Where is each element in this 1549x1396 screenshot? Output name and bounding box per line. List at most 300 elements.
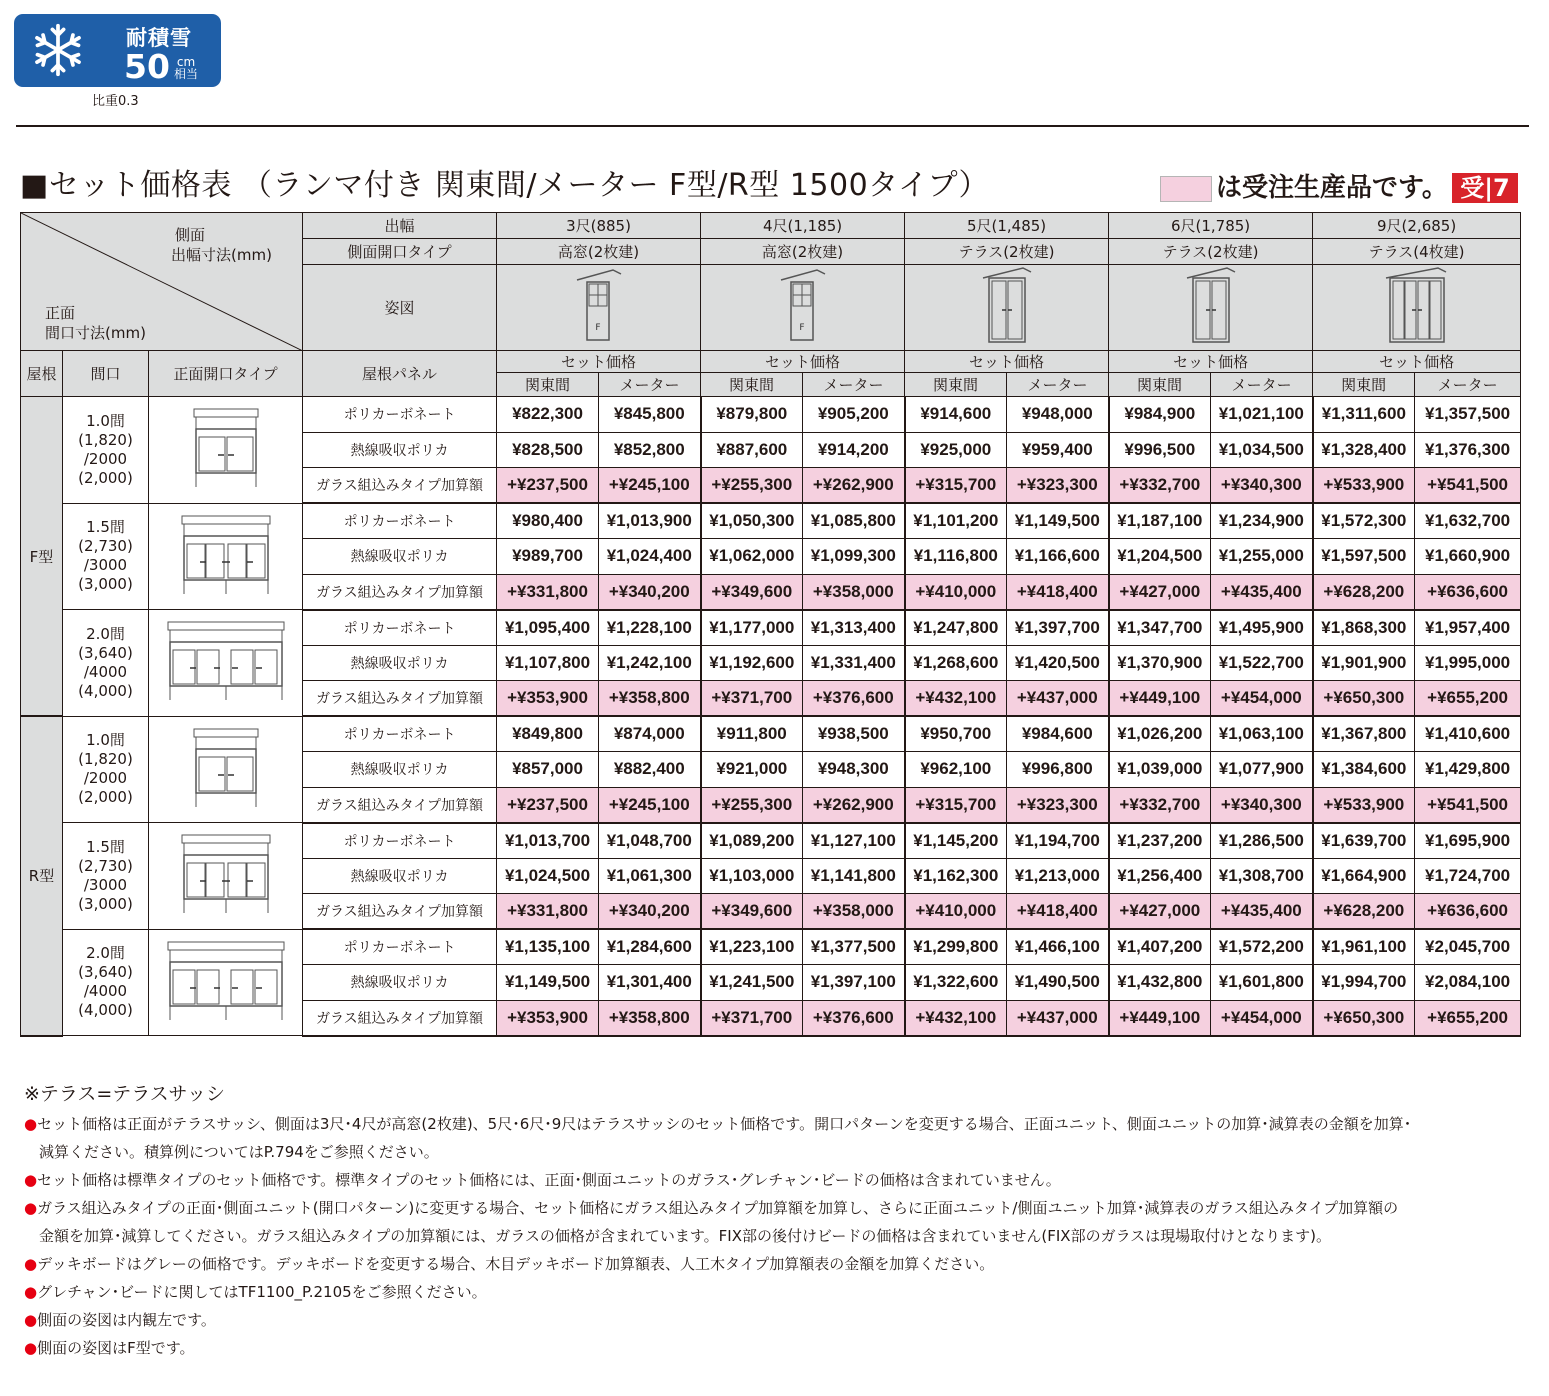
front-2-panel-icon (149, 716, 303, 823)
front-wide-panel-icon (149, 929, 303, 1036)
glass-addition-cell: +¥427,000 (1109, 894, 1211, 930)
glass-addition-cell: +¥245,100 (599, 787, 701, 823)
price-cell: ¥1,286,500 (1211, 823, 1313, 859)
note-line: 減算ください。積算例についてはP.794をご参照ください。 (24, 1143, 439, 1161)
maguchi-cell (63, 716, 149, 823)
page-title: ■セット価格表 （ランマ付き 関東間/メーター F型/R型 1500タイプ） (20, 168, 989, 203)
snowflake-icon (30, 22, 86, 78)
price-cell: ¥1,026,200 (1109, 716, 1211, 752)
side-high-window-icon (701, 265, 905, 351)
price-cell: ¥1,013,700 (497, 823, 599, 859)
price-cell: ¥996,500 (1109, 432, 1211, 468)
price-cell: ¥1,384,600 (1313, 752, 1415, 788)
price-cell: ¥1,021,100 (1211, 397, 1313, 433)
glass-addition-cell: +¥533,900 (1313, 468, 1415, 504)
made-to-order-tag: 受|7 (1452, 173, 1518, 203)
glass-addition-cell: +¥437,000 (1007, 1000, 1109, 1036)
price-cell: ¥984,900 (1109, 397, 1211, 433)
price-cell: ¥1,256,400 (1109, 858, 1211, 894)
price-cell: ¥921,000 (701, 752, 803, 788)
corner-side-label: 側面 (175, 226, 206, 244)
glass-addition-cell: +¥435,400 (1211, 894, 1313, 930)
price-cell: ¥1,660,900 (1415, 539, 1521, 575)
side-terrace-4-icon (1313, 265, 1521, 351)
roof-panel-cell: ポリカーボネート (303, 823, 497, 859)
glass-addition-cell: +¥371,700 (701, 681, 803, 717)
side-open-header: 側面開口タイプ (303, 239, 497, 265)
price-cell: ¥1,432,800 (1109, 965, 1211, 1001)
glass-addition-cell: +¥353,900 (497, 1000, 599, 1036)
price-cell: ¥1,357,500 (1415, 397, 1521, 433)
glass-addition-cell: +¥376,600 (803, 681, 905, 717)
glass-addition-cell: +¥650,300 (1313, 681, 1415, 717)
price-cell: ¥1,299,800 (905, 929, 1007, 965)
price-cell: ¥1,995,000 (1415, 645, 1521, 681)
price-cell: ¥1,228,100 (599, 610, 701, 646)
price-cell: ¥1,101,200 (905, 503, 1007, 539)
glass-addition-cell: +¥437,000 (1007, 681, 1109, 717)
figure-header: 姿図 (303, 265, 497, 351)
glass-addition-cell: +¥376,600 (803, 1000, 905, 1036)
badge-unit: cm 相当 (174, 55, 199, 81)
maguchi-cell (63, 503, 149, 610)
glass-addition-cell: +¥331,800 (497, 574, 599, 610)
maguchi-line: (3,000) (78, 894, 133, 913)
terrace-note: ※テラス=テラスサッシ (24, 1083, 225, 1105)
set-price-header: セット価格 (701, 351, 905, 373)
price-cell: ¥938,500 (803, 716, 905, 752)
table-row (21, 610, 1521, 646)
price-cell: ¥1,223,100 (701, 929, 803, 965)
kanto-header: 関東間 (1109, 373, 1211, 397)
price-cell: ¥1,103,000 (701, 858, 803, 894)
roof-panel-cell: 熱線吸収ポリカ (303, 432, 497, 468)
width-header: 9尺(2,685) (1313, 213, 1521, 239)
price-cell: ¥1,868,300 (1313, 610, 1415, 646)
price-cell: ¥857,000 (497, 752, 599, 788)
roof-type-cell: F型 (21, 397, 63, 717)
glass-addition-cell: +¥358,800 (599, 1000, 701, 1036)
maguchi-line: (3,640) (78, 963, 133, 982)
meter-header: メーター (1211, 373, 1313, 397)
side-high-window-icon (497, 265, 701, 351)
price-cell: ¥911,800 (701, 716, 803, 752)
glass-addition-cell: +¥245,100 (599, 468, 701, 504)
width-header: 4尺(1,185) (701, 213, 905, 239)
price-cell: ¥1,495,900 (1211, 610, 1313, 646)
glass-addition-cell: +¥655,200 (1415, 1000, 1521, 1036)
side-type-header: テラス(2枚建) (905, 239, 1109, 265)
roof-panel-cell: ガラス組込みタイプ加算額 (303, 787, 497, 823)
price-cell: ¥1,367,800 (1313, 716, 1415, 752)
kanto-header: 関東間 (701, 373, 803, 397)
meter-header: メーター (599, 373, 701, 397)
glass-addition-cell: +¥628,200 (1313, 574, 1415, 610)
price-cell: ¥1,192,600 (701, 645, 803, 681)
price-cell: ¥1,089,200 (701, 823, 803, 859)
glass-addition-cell: +¥432,100 (905, 681, 1007, 717)
price-cell: ¥948,300 (803, 752, 905, 788)
roof-panel-cell: 熱線吸収ポリカ (303, 539, 497, 575)
note-line: ●デッキボードはグレーの価格です。デッキボードを変更する場合、木目デッキボード加算額表、人工木タイプ加算額表の金額を加算ください。 (24, 1255, 995, 1273)
glass-addition-cell: +¥358,800 (599, 681, 701, 717)
note-line: ●側面の姿図はF型です。 (24, 1339, 195, 1357)
maguchi-line: 2.0間 (86, 944, 125, 963)
meter-header: メーター (803, 373, 905, 397)
price-cell: ¥1,135,100 (497, 929, 599, 965)
price-cell: ¥1,331,400 (803, 645, 905, 681)
price-cell: ¥914,200 (803, 432, 905, 468)
width-header: 6尺(1,785) (1109, 213, 1313, 239)
price-cell: ¥1,347,700 (1109, 610, 1211, 646)
price-cell: ¥1,376,300 (1415, 432, 1521, 468)
maguchi-line: /4000 (83, 662, 128, 681)
glass-addition-cell: +¥349,600 (701, 894, 803, 930)
roof-type-cell: R型 (21, 716, 63, 1036)
note-line: ●セット価格は正面がテラスサッシ、側面は3尺･4尺が高窓(2枚建)、5尺･6尺･9尺はテラスサッシのセット価格です。開口パターンを変更する場合、正面ユニット、側面ユニットの加算･減算表の金額を加算･ (24, 1115, 1412, 1133)
price-cell: ¥1,429,800 (1415, 752, 1521, 788)
corner-front-label: 正面 (45, 304, 76, 322)
bullet-icon: ● (24, 1115, 38, 1133)
price-cell: ¥1,522,700 (1211, 645, 1313, 681)
price-cell: ¥989,700 (497, 539, 599, 575)
glass-addition-cell: +¥533,900 (1313, 787, 1415, 823)
kanto-header: 関東間 (497, 373, 599, 397)
maguchi-line: (3,640) (78, 643, 133, 662)
maguchi-line: (4,000) (78, 681, 133, 700)
price-cell: ¥1,050,300 (701, 503, 803, 539)
roof-panel-cell: 熱線吸収ポリカ (303, 965, 497, 1001)
price-cell: ¥1,247,800 (905, 610, 1007, 646)
price-cell: ¥1,597,500 (1313, 539, 1415, 575)
price-cell: ¥1,242,100 (599, 645, 701, 681)
roof-panel-cell: ガラス組込みタイプ加算額 (303, 681, 497, 717)
price-cell: ¥1,490,500 (1007, 965, 1109, 1001)
glass-addition-cell: +¥410,000 (905, 574, 1007, 610)
side-terrace-2-icon (1109, 265, 1313, 351)
meter-header: メーター (1415, 373, 1521, 397)
price-cell: ¥879,800 (701, 397, 803, 433)
price-cell: ¥984,600 (1007, 716, 1109, 752)
roof-panel-header: 屋根パネル (303, 351, 497, 397)
glass-addition-cell: +¥262,900 (803, 468, 905, 504)
badge-label: 耐積雪 (126, 26, 192, 50)
glass-addition-cell: +¥636,600 (1415, 574, 1521, 610)
price-cell: ¥1,149,500 (1007, 503, 1109, 539)
note-line: ●セット価格は標準タイプのセット価格です。標準タイプのセット価格には、正面･側面ユニットのガラス･グレチャン･ビードの価格は含まれていません。 (24, 1171, 1061, 1189)
maguchi-line: 1.0間 (86, 731, 125, 750)
price-cell: ¥950,700 (905, 716, 1007, 752)
price-cell: ¥1,572,200 (1211, 929, 1313, 965)
maguchi-line: /4000 (83, 982, 128, 1001)
price-cell: ¥1,957,400 (1415, 610, 1521, 646)
glass-addition-cell: +¥435,400 (1211, 574, 1313, 610)
roof-panel-cell: ポリカーボネート (303, 610, 497, 646)
price-cell: ¥962,100 (905, 752, 1007, 788)
front-4-panel-icon (149, 823, 303, 930)
bullet-icon: ● (24, 1199, 38, 1217)
glass-addition-cell: +¥255,300 (701, 787, 803, 823)
glass-addition-cell: +¥340,200 (599, 574, 701, 610)
table-row (21, 397, 1521, 433)
price-cell: ¥1,397,700 (1007, 610, 1109, 646)
front-wide-panel-icon (149, 610, 303, 717)
price-cell: ¥1,268,600 (905, 645, 1007, 681)
glass-addition-cell: +¥331,800 (497, 894, 599, 930)
set-price-header: セット価格 (1313, 351, 1521, 373)
price-cell: ¥905,200 (803, 397, 905, 433)
snow-load-badge (14, 14, 221, 87)
price-cell: ¥1,187,100 (1109, 503, 1211, 539)
maguchi-cell (63, 397, 149, 504)
side-type-header: 高窓(2枚建) (497, 239, 701, 265)
price-cell: ¥1,241,500 (701, 965, 803, 1001)
price-cell: ¥1,095,400 (497, 610, 599, 646)
side-type-header: テラス(4枚建) (1313, 239, 1521, 265)
glass-addition-cell: +¥323,300 (1007, 468, 1109, 504)
svg-text:F: F (594, 322, 601, 333)
maguchi-line: (3,000) (78, 575, 133, 594)
corner-front-sub: 間口寸法(mm) (45, 324, 146, 342)
glass-addition-cell: +¥349,600 (701, 574, 803, 610)
price-cell: ¥1,420,500 (1007, 645, 1109, 681)
roof-panel-cell: ポリカーボネート (303, 503, 497, 539)
roof-panel-cell: ポリカーボネート (303, 929, 497, 965)
glass-addition-cell: +¥449,100 (1109, 681, 1211, 717)
price-cell: ¥828,500 (497, 432, 599, 468)
price-cell: ¥1,639,700 (1313, 823, 1415, 859)
deha-header: 出幅 (303, 213, 497, 239)
table-row (21, 823, 1521, 859)
front-open-header: 正面開口タイプ (149, 351, 303, 397)
glass-addition-cell: +¥410,000 (905, 894, 1007, 930)
price-cell: ¥1,166,600 (1007, 539, 1109, 575)
maguchi-line: /2000 (83, 769, 128, 788)
price-cell: ¥1,213,000 (1007, 858, 1109, 894)
price-cell: ¥1,301,400 (599, 965, 701, 1001)
price-cell: ¥1,377,500 (803, 929, 905, 965)
glass-addition-cell: +¥262,900 (803, 787, 905, 823)
price-cell: ¥1,127,100 (803, 823, 905, 859)
bullet-icon: ● (24, 1171, 38, 1189)
price-cell: ¥882,400 (599, 752, 701, 788)
price-cell: ¥852,800 (599, 432, 701, 468)
price-cell: ¥1,107,800 (497, 645, 599, 681)
maguchi-line: (1,820) (78, 430, 133, 449)
price-cell: ¥1,204,500 (1109, 539, 1211, 575)
side-type-header: テラス(2枚建) (1109, 239, 1313, 265)
price-cell: ¥1,194,700 (1007, 823, 1109, 859)
table-row (21, 716, 1521, 752)
glass-addition-cell: +¥454,000 (1211, 681, 1313, 717)
price-cell: ¥1,063,100 (1211, 716, 1313, 752)
price-cell: ¥1,039,000 (1109, 752, 1211, 788)
maguchi-line: (2,000) (78, 788, 133, 807)
price-cell: ¥1,632,700 (1415, 503, 1521, 539)
maguchi-line: /3000 (83, 556, 128, 575)
price-cell: ¥1,961,100 (1313, 929, 1415, 965)
price-cell: ¥1,370,900 (1109, 645, 1211, 681)
bullet-icon: ● (24, 1283, 38, 1301)
pink-swatch (1160, 176, 1212, 202)
price-table (20, 212, 1521, 1037)
price-cell: ¥1,062,000 (701, 539, 803, 575)
price-cell: ¥959,400 (1007, 432, 1109, 468)
legend-text: は受注生産品です。 (1216, 173, 1448, 203)
glass-addition-cell: +¥418,400 (1007, 574, 1109, 610)
corner-side-sub: 出幅寸法(mm) (171, 246, 272, 264)
roof-panel-cell: ガラス組込みタイプ加算額 (303, 468, 497, 504)
roof-panel-cell: ガラス組込みタイプ加算額 (303, 574, 497, 610)
notes (24, 1080, 1524, 1362)
price-cell: ¥845,800 (599, 397, 701, 433)
kanto-header: 関東間 (905, 373, 1007, 397)
maguchi-line: (2,730) (78, 856, 133, 875)
glass-addition-cell: +¥340,200 (599, 894, 701, 930)
price-cell: ¥1,177,000 (701, 610, 803, 646)
price-cell: ¥1,601,800 (1211, 965, 1313, 1001)
glass-addition-cell: +¥255,300 (701, 468, 803, 504)
price-cell: ¥996,800 (1007, 752, 1109, 788)
price-cell: ¥1,034,500 (1211, 432, 1313, 468)
maguchi-line: 1.5間 (86, 518, 125, 537)
specific-gravity: 比重0.3 (92, 94, 139, 109)
table-row (21, 503, 1521, 539)
glass-addition-cell: +¥315,700 (905, 468, 1007, 504)
price-cell: ¥980,400 (497, 503, 599, 539)
price-cell: ¥1,397,100 (803, 965, 905, 1001)
price-cell: ¥1,085,800 (803, 503, 905, 539)
roof-header: 屋根 (21, 351, 63, 397)
maguchi-line: (2,730) (78, 537, 133, 556)
roof-panel-cell: 熱線吸収ポリカ (303, 752, 497, 788)
price-cell: ¥1,313,400 (803, 610, 905, 646)
glass-addition-cell: +¥237,500 (497, 787, 599, 823)
glass-addition-cell: +¥237,500 (497, 468, 599, 504)
glass-addition-cell: +¥427,000 (1109, 574, 1211, 610)
price-cell: ¥1,162,300 (905, 858, 1007, 894)
glass-addition-cell: +¥315,700 (905, 787, 1007, 823)
note-line: ●グレチャン･ビードに関してはTF1100_P.2105をご参照ください。 (24, 1283, 487, 1301)
glass-addition-cell: +¥432,100 (905, 1000, 1007, 1036)
set-price-header: セット価格 (1109, 351, 1313, 373)
price-cell: ¥1,328,400 (1313, 432, 1415, 468)
price-cell: ¥1,099,300 (803, 539, 905, 575)
price-cell: ¥1,284,600 (599, 929, 701, 965)
width-header: 5尺(1,485) (905, 213, 1109, 239)
glass-addition-cell: +¥332,700 (1109, 468, 1211, 504)
price-cell: ¥1,695,900 (1415, 823, 1521, 859)
maguchi-cell (63, 610, 149, 717)
maguchi-line: 1.5間 (86, 837, 125, 856)
price-cell: ¥1,149,500 (497, 965, 599, 1001)
glass-addition-cell: +¥650,300 (1313, 1000, 1415, 1036)
corner-header (21, 213, 303, 351)
svg-text:F: F (798, 322, 805, 333)
glass-addition-cell: +¥332,700 (1109, 787, 1211, 823)
width-header: 3尺(885) (497, 213, 701, 239)
glass-addition-cell: +¥340,300 (1211, 468, 1313, 504)
note-line: ●ガラス組込みタイプの正面･側面ユニット(開口パターン)に変更する場合、セット価格にガラス組込みタイプ加算額を加算し、さらに正面ユニット/側面ユニット加算･減算表のガラス組込みタイプ加算額の (24, 1199, 1399, 1217)
badge-value: 50 (124, 47, 170, 86)
price-cell: ¥1,061,300 (599, 858, 701, 894)
maguchi-line: (1,820) (78, 750, 133, 769)
maguchi-line: /3000 (83, 875, 128, 894)
front-4-panel-icon (149, 503, 303, 610)
glass-addition-cell: +¥418,400 (1007, 894, 1109, 930)
price-cell: ¥914,600 (905, 397, 1007, 433)
price-cell: ¥1,145,200 (905, 823, 1007, 859)
bullet-icon: ● (24, 1255, 38, 1273)
note-line: ●側面の姿図は内観左です。 (24, 1311, 216, 1329)
price-cell: ¥1,308,700 (1211, 858, 1313, 894)
roof-panel-cell: ガラス組込みタイプ加算額 (303, 894, 497, 930)
price-cell: ¥948,000 (1007, 397, 1109, 433)
price-cell: ¥822,300 (497, 397, 599, 433)
price-cell: ¥1,466,100 (1007, 929, 1109, 965)
price-cell: ¥1,664,900 (1313, 858, 1415, 894)
glass-addition-cell: +¥541,500 (1415, 468, 1521, 504)
divider (16, 125, 1529, 127)
glass-addition-cell: +¥628,200 (1313, 894, 1415, 930)
price-cell: ¥1,410,600 (1415, 716, 1521, 752)
price-cell: ¥1,255,000 (1211, 539, 1313, 575)
glass-addition-cell: +¥541,500 (1415, 787, 1521, 823)
price-cell: ¥1,077,900 (1211, 752, 1313, 788)
set-price-header: セット価格 (497, 351, 701, 373)
price-cell: ¥1,407,200 (1109, 929, 1211, 965)
price-cell: ¥1,013,900 (599, 503, 701, 539)
maguchi-cell (63, 823, 149, 930)
price-cell: ¥2,084,100 (1415, 965, 1521, 1001)
price-cell: ¥1,572,300 (1313, 503, 1415, 539)
maguchi-line: 2.0間 (86, 624, 125, 643)
price-cell: ¥925,000 (905, 432, 1007, 468)
side-terrace-2-icon (905, 265, 1109, 351)
maguchi-header: 間口 (63, 351, 149, 397)
note-line: 金額を加算･減算してください。ガラス組込みタイプの加算額には、ガラスの価格が含まれています。FIX部の後付けビードの価格は含まれていません(FIX部のガラスは現場取付けとなります)。 (24, 1227, 1331, 1245)
maguchi-cell (63, 929, 149, 1036)
price-cell: ¥1,048,700 (599, 823, 701, 859)
price-cell: ¥849,800 (497, 716, 599, 752)
price-cell: ¥1,141,800 (803, 858, 905, 894)
roof-panel-cell: ポリカーボネート (303, 397, 497, 433)
price-cell: ¥2,045,700 (1415, 929, 1521, 965)
glass-addition-cell: +¥353,900 (497, 681, 599, 717)
glass-addition-cell: +¥340,300 (1211, 787, 1313, 823)
glass-addition-cell: +¥323,300 (1007, 787, 1109, 823)
bullet-icon: ● (24, 1311, 38, 1329)
price-cell: ¥874,000 (599, 716, 701, 752)
price-cell: ¥1,024,500 (497, 858, 599, 894)
maguchi-line: (4,000) (78, 1001, 133, 1020)
price-cell: ¥1,322,600 (905, 965, 1007, 1001)
kanto-header: 関東間 (1313, 373, 1415, 397)
glass-addition-cell: +¥358,000 (803, 894, 905, 930)
side-type-header: 高窓(2枚建) (701, 239, 905, 265)
price-cell: ¥887,600 (701, 432, 803, 468)
price-cell: ¥1,724,700 (1415, 858, 1521, 894)
table-row (21, 929, 1521, 965)
maguchi-line: 1.0間 (86, 411, 125, 430)
set-price-header: セット価格 (905, 351, 1109, 373)
glass-addition-cell: +¥636,600 (1415, 894, 1521, 930)
glass-addition-cell: +¥454,000 (1211, 1000, 1313, 1036)
roof-panel-cell: 熱線吸収ポリカ (303, 645, 497, 681)
price-cell: ¥1,994,700 (1313, 965, 1415, 1001)
meter-header: メーター (1007, 373, 1109, 397)
glass-addition-cell: +¥449,100 (1109, 1000, 1211, 1036)
